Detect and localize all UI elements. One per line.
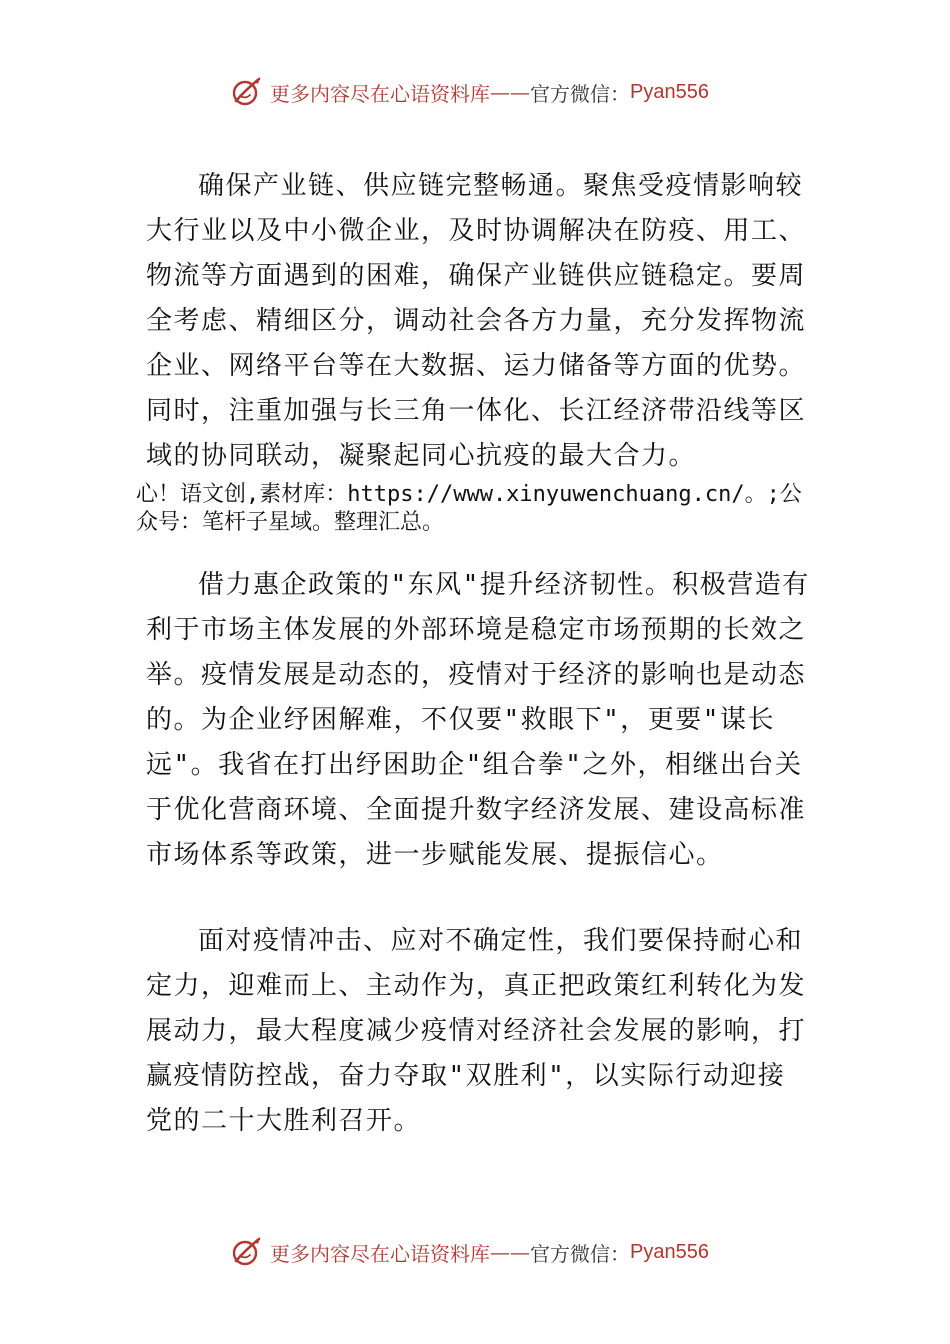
paragraph-conclusion: 面对疫情冲击、应对不确定性，我们要保持耐心和定力，迎难而上、主动作为，真正把政策红利转化为发展动力，最大程度减少疫情对经济社会发展的影响，打赢疫情防控战，奋力夺取"双胜利"，以实际行动迎接党的二十大胜利召开。 (146, 926, 807, 1136)
header-banner (228, 72, 709, 112)
banner-wechat-label: 官方微信： (530, 81, 630, 106)
banner-slogan: 更多内容尽在心语资料库 (270, 81, 490, 106)
banner-wechat-id: Pyan556 (630, 80, 709, 103)
paragraph-supply-chain: 确保产业链、供应链完整畅通。聚焦受疫情影响较大行业以及中小微企业，及时协调解决在防疫、用工、物流等方面遇到的困难，确保产业链供应链稳定。要周全考虑、精细区分，调动社会各方力量，充分发挥物流企业、网络平台等在大数据、运力储备等方面的优势。同时，注重加强与长三角一体化、长江经济带沿线等区域的协同联动，凝聚起同心抗疫的最大合力。 (146, 171, 807, 471)
footer-banner (228, 1232, 709, 1272)
banner-separator: —— (490, 80, 530, 104)
banner-wechat-label: 官方微信： (530, 1241, 630, 1266)
source-note: 心！语文创,素材库：https://www.xinyuwenchuang.cn/。;公众号：笔杆子星域。整理汇总。 (136, 482, 802, 535)
quill-signature-logo-icon (228, 74, 264, 110)
banner-slogan: 更多内容尽在心语资料库 (270, 1241, 490, 1266)
banner-separator: —— (490, 1240, 530, 1264)
quill-signature-logo-icon (228, 1234, 264, 1270)
paragraph-policy-support: 借力惠企政策的"东风"提升经济韧性。积极营造有利于市场主体发展的外部环境是稳定市场预期的长效之举。疫情发展是动态的，疫情对于经济的影响也是动态的。为企业纾困解难，不仅要"救眼下"，更要"谋长远"。我省在打出纾困助企"组合拳"之外，相继出台关于优化营商环境、全面提升数字经济发展、建设高标准市场体系等政策，进一步赋能发展、提振信心。 (146, 570, 810, 870)
banner-wechat-id: Pyan556 (630, 1240, 709, 1263)
